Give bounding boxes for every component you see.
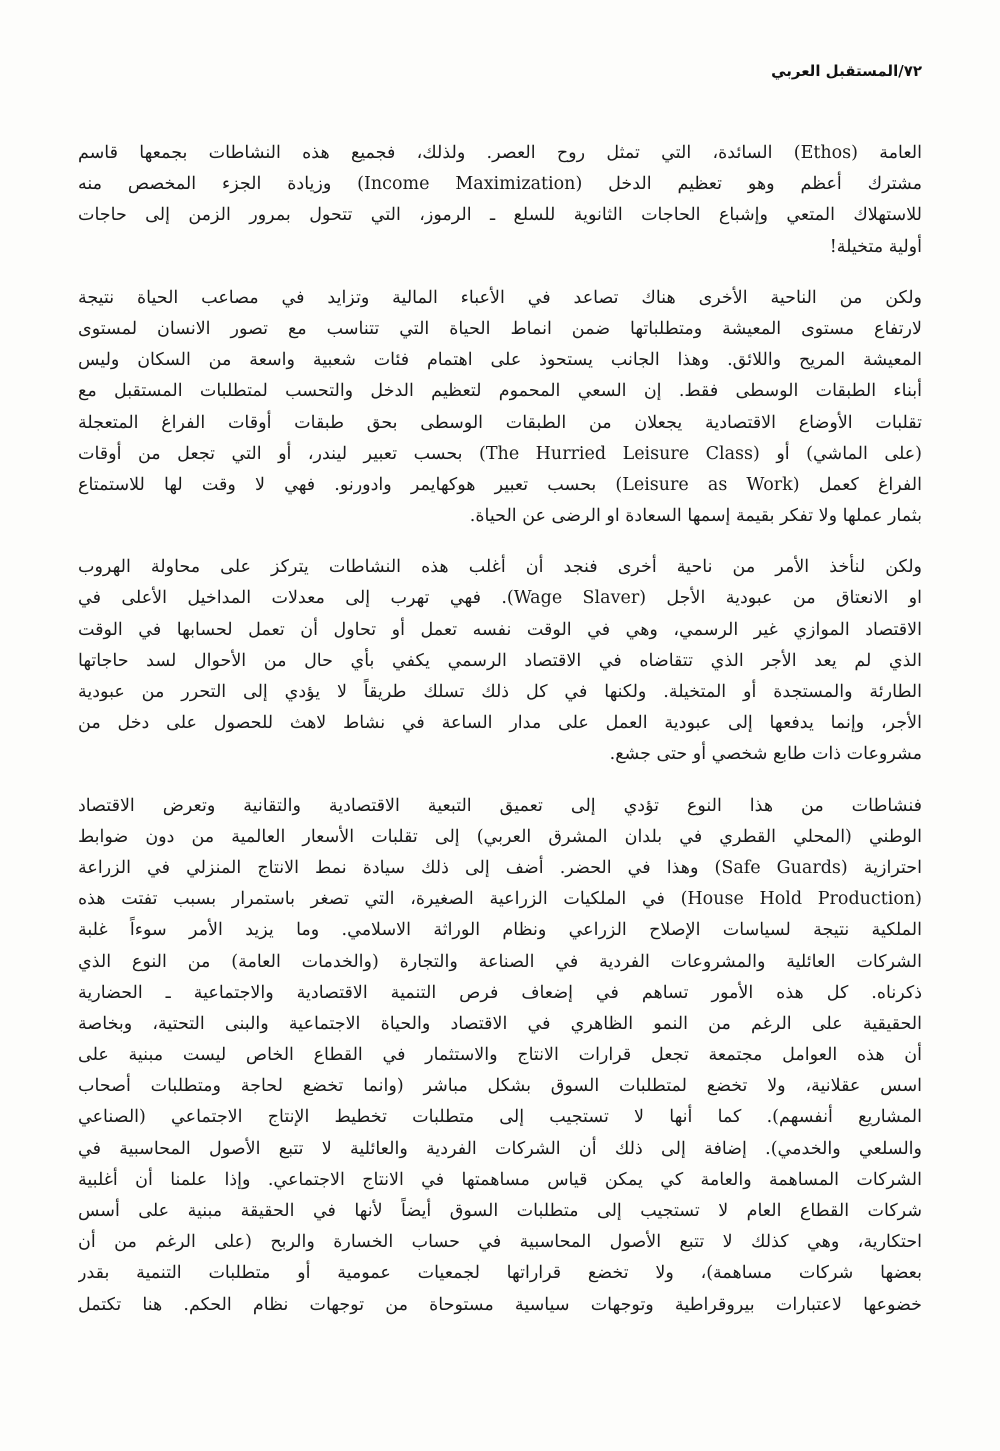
text-line: الملكية نتيجة لسياسات الإصلاح الزراعي ونظام الوراثة الاسلامي. وما يزيد الأمر سوءاً غلبة: [78, 920, 922, 941]
text-line: للاستهلاك المتعي وإشباع الحاجات الثانوية للسلع ـ الرموز، التي تتحول بمرور الزمن إلى حاجات: [78, 205, 922, 226]
text-line: بعضها شركات مساهمة)، ولا تخضع قراراتها لجمعيات عمومية أو متطلبات التنمية بقدر: [78, 1263, 922, 1284]
text-line: الحقيقية على الرغم من النمو الظاهري في الاقتصاد والحياة الاجتماعية والبنى التحتية، وبخاصة: [78, 1013, 922, 1034]
text-line: الاقتصاد الموازي غير الرسمي، وهي في الوقت نفسه تعمل أو تحاول أن تعمل لحسابها في الوقت: [78, 619, 922, 640]
text-line: الوطني (المحلي القطري في بلدان المشرق العربي) إلى تقلبات الأسعار العالمية من دون ضوابط: [78, 826, 922, 847]
text-line: ولكن من الناحية الأخرى هناك تصاعد في الأعباء المالية وتزايد في مصاعب الحياة نتيجة: [78, 287, 922, 308]
paragraph-1: [78, 138, 922, 263]
text-line: أولية متخيلة!: [829, 236, 922, 257]
text-line: المعيشة المريح واللائق. وهذا الجانب يستحوذ على اهتمام فئات شعبية واسعة من السكان وليس: [78, 350, 922, 371]
text-line: مشترك أعظم وهو تعظيم الدخل (Income Maximization) وزيادة الجزء المخصص منه: [78, 174, 922, 195]
text-line: أن هذه العوامل مجتمعة تجعل قرارات الانتاج والاستثمار في القطاع الخاص ليست مبنية على: [78, 1045, 922, 1066]
text-line: احتكارية، وهي كذلك لا تتبع الأصول المحاسبية في حساب الخسارة والربح (على الرغم من أن: [78, 1232, 922, 1253]
text-line: اسس عقلانية، ولا تخضع لمتطلبات السوق بشكل مباشر (وانما تخضع لحاجة ومتطلبات أصحاب: [78, 1076, 922, 1097]
text-line: ولكن لنأخذ الأمر من ناحية أخرى فنجد أن أغلب هذه النشاطات يتركز على محاولة الهروب: [78, 557, 922, 578]
text-line: لارتفاع مستوى المعيشة ومتطلباتها ضمن انماط الحياة التي تتناسب مع تصور الانسان لمستوى: [78, 318, 922, 339]
article-body: [78, 138, 922, 1341]
text-line: احترازية (Safe Guards) وهذا في الحضر. أضف إلى ذلك سيادة نمط الانتاج المنزلي في الزراعة: [78, 857, 922, 878]
text-line: شركات القطاع العام لا تستجيب إلى متطلبات السوق أيضاً لأنها في الحقيقة مبنية على أسس: [78, 1201, 922, 1221]
paragraph-4: [78, 791, 922, 1321]
text-line: الفراغ كعمل (Leisure as Work) بحسب تعبير هوكهايمر وادورنو. فهي لا وقت لها للاستمتاع: [78, 474, 922, 495]
running-head: ٧٢/المستقبل العربي: [771, 62, 922, 80]
text-line: الشركات العائلية والمشروعات الفردية في الصناعة والتجارة (والخدمات العامة) من النوع الذي: [78, 951, 922, 972]
text-line: أبناء الطبقات الوسطى فقط. إن السعي المحموم لتعظيم الدخل والتحسب لمتطلبات المستقبل مع: [78, 381, 922, 402]
text-line: خضوعها لاعتبارات بيروقراطية وتوجهات سياسية مستوحاة من توجهات نظام الحكم. هنا تكتمل: [78, 1294, 922, 1315]
text-line: المشاريع أنفسهم). كما أنها لا تستجيب إلى متطلبات تخطيط الإنتاج الاجتماعي (الصناعي: [78, 1107, 922, 1128]
text-line: او الانعتاق من عبودية الأجل (Wage Slaver). فهي تهرب إلى معدلات المداخيل الأعلى في: [78, 588, 922, 609]
text-line: الذي لم يعد الأجر الذي تتقاضاه في الاقتصاد الرسمي يكفي بأي حال من الأحوال لسد حاجاتها: [78, 650, 922, 671]
text-line: العامة (Ethos) السائدة، التي تمثل روح العصر. ولذلك، فجميع هذه النشاطات بجمعها قاسم: [78, 143, 922, 163]
text-line: الشركات المساهمة والعامة كي يمكن قياس مساهمتها في الانتاج الاجتماعي. وإذا علمنا أن أغلبية: [78, 1169, 922, 1190]
text-line: تقلبات الأوضاع الاقتصادية يجعلان من الطبقات الوسطى بحق طبقات أوقات الفراغ المتعجلة: [78, 412, 922, 433]
text-line: والسلعي والخدمي). إضافة إلى ذلك أن الشركات الفردية والعائلية لا تتبع الأصول المحاسبية في: [78, 1138, 922, 1159]
text-line: الأجر، وإنما يدفعها إلى عبودية العمل على مدار الساعة في نشاط لاهث للحصول على دخل من: [78, 713, 922, 734]
paragraph-2: [78, 283, 922, 533]
paragraph-3: [78, 552, 922, 770]
text-line: بثمار عملها ولا تفكر بقيمة إسمها السعادة او الرضى عن الحياة.: [469, 506, 922, 527]
text-line: فنشاطات من هذا النوع تؤدي إلى تعميق التبعية الاقتصادية والتقانية وتعرض الاقتصاد: [78, 795, 922, 816]
text-line: (House Hold Production) في الملكيات الزراعية الصغيرة، التي تصغر باستمرار بسبب تفتت هذه: [78, 889, 922, 910]
text-line: ذكرناه. كل هذه الأمور تساهم في إضعاف فرص التنمية الاقتصادية والاجتماعية ـ الحضارية: [78, 982, 922, 1003]
text-line: الطارئة والمستجدة أو المتخيلة. ولكنها في كل ذلك تسلك طريقاً لا يؤدي إلى التحرر من عبودية: [78, 682, 922, 702]
text-line: (على الماشي) أو (The Hurried Leisure Class) بحسب تعبير ليندر، أو التي تجعل من أوقات: [78, 443, 922, 464]
text-line: مشروعات ذات طابع شخصي أو حتى جشع.: [609, 744, 922, 765]
